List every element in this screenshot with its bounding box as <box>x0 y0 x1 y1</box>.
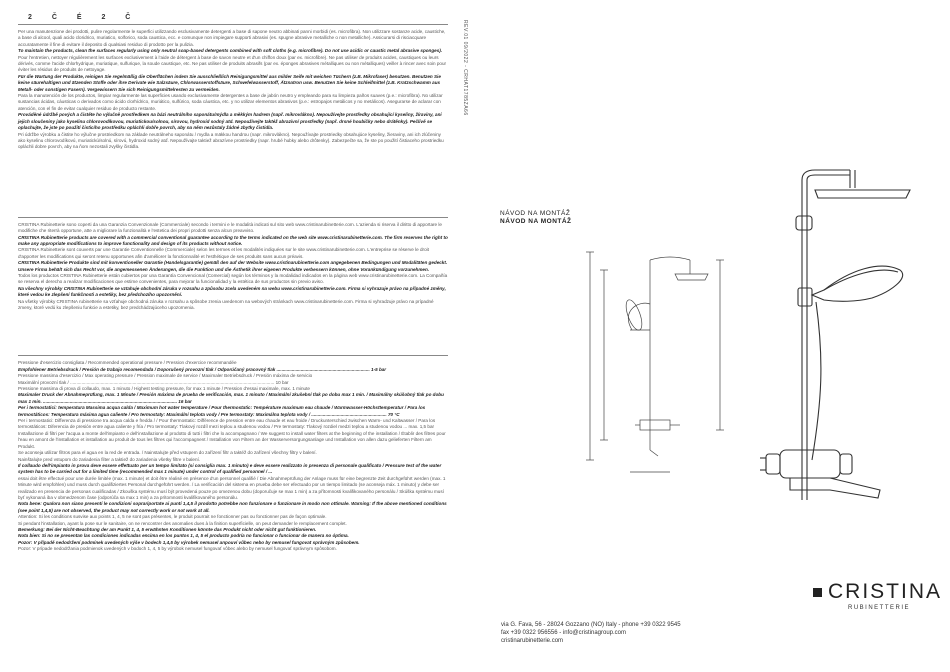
paragraph: Na všetky výrobky CRISTINA rubinetterie sa vzťahuje obchodná záruka v rozsahu a spôsobe zrenia uvedenom na webových stránkach www.cristinarubinetterie.com. Firma si vyhradzuje právo na prípadné zmeny, ktoré vedú ku zlepšeniu funkcie a estetiky, bez predchádzajúceho upozornenia. <box>18 298 434 310</box>
paragraph: Pour l'entretien, nettoyer régulièrement les surfaces exclusivement à l'aide de détergent à base de savon neutre et d'un chiffon doux (par ex. microfibre). Ne pas utiliser de produits acides, caustiques ou leurs dérivés, comme l'acide chlorhydrique, muriatique, sulfurique, la soude caustique, etc. Ne pas utiliser de produits abrasifs (par ex. éponges abrasives métalliques ou non métalliques) veiller à rincer avec soin pour éviter les résidus de produits de nettoyage. <box>18 54 447 73</box>
revision-code <box>460 20 468 220</box>
paragraph: Maximální provozní tlak / ................................................................................................................................................................ 10 bar <box>18 379 289 385</box>
paragraph: Bemerkung: Bei der Nicht-Beachtung der am Punkt 1, 4, 5 erwähnten Konditionen könnte das Produkt nicht oder nicht gut funktionieren. <box>18 526 317 532</box>
revision-code-text: REV.01 09/2022 - CRHAT1785ZA66 <box>462 20 468 116</box>
paragraph: CRISTINA Rubinetterie sont couverts par une Garantie Conventionnelle (Commerciale) selon les termes et les modalités indiquées sur le site www.cristinarubinetterie.com. L'entreprise se réserve le droit d'apporter les modifications qui seront retenu opportunes afin d'améliorer la fonctionnalité et l'esthétique de ses produits sans aucun préavis. <box>18 247 429 259</box>
paragraph: Pressione d'esercizio consigliata / Recommended operational pressure / Pression d'exercice recommandée <box>18 360 237 366</box>
paragraph: Nota bene: Qualora non siano presenti le condizioni soprariportate ai punti 1,4,5 il prodotto potrebbe non funzionare o funzionare in modo non ottimale. Warning: If the above mentioned conditions (see point 1,4,5) are not observed, the product may not correctly work or not work at all. <box>18 501 447 513</box>
paragraph: Attention: Si les conditions susvise aux points 1, 4, 5 ne sont pas présentes, le produit pourrait ne fonctionner pas ou fonctionner pas de façon optimale. <box>18 514 327 520</box>
divider <box>18 355 448 356</box>
pressure-specs-section <box>18 360 448 552</box>
paragraph: Pri údržbe výrobku a čistite ho výlučne prostriedkom na základe neutrálneho saponátu / mydla a mäkkou handrou (napr. mikrovlákno). Nepoužívajte prostriedky obsahujúce kyseliny, žieraviny, ani ich zlúčeniny ako kyselinu chlorovodíkovú, muriatickú/solnú, sírovú, hydroxid sodný atď. Nepoužívajte taktiež abrazívne prostriedky (napr. hrubé hubky alebo drôtenky). Zabezpečte sa, že ste po použití čistiaceho prostriedku opláchli dobre povrch, aby na ňom nezostali zvyšky čistidla. <box>18 131 444 150</box>
paragraph: Nainštalujte pred vstupom do zariadenia filter a taktiež do zariadenia všetky filtre v balení. <box>18 456 201 462</box>
paragraph: Para la manutención de los productos, limpiar regularmente las superficies usando exclusivamente detergentes a base de jabón neutro y empleando para su limpieza paños suaves (p.e.: microfibra). No utilizar sustancias ácidas, cáusticas o derivados como ácido clorhídrico, muriático, sulfúrico, soda cáustica, etc. y no utilizar elementos abrasivos (p.e.: estropajos metálicos y no metálicos). Asegurarse de aclarar con atención, con el fin de evitar cualquier residuo de producto restante. <box>18 93 443 111</box>
paragraph: Nota bien: Si no se presentan las condiciones indicadas encima en los puntos 1, 4, 5 el producto podría no funcionar o funcionar de manera no óptima. <box>18 533 349 539</box>
right-column <box>490 0 950 672</box>
paragraph: Per una manutenzione dei prodotti, pulire regolarmente le superfici utilizzando esclusivamente detergenti a base di sapone neutro abbinati panni morbidi (es. microfibra). Non utilizzare sostanze acide, caustiche, a base di alcool, quali acido cloridrico, muriatico, solforico, soda caustica, ecc. e comunque non impiegare supporti abrasivi (es. spugne abrasive metalliche o non metalliche). Assicurarsi di risciacquare accuratamente il fine di evitare il deposito di qualsiasi residuo di prodotto per la pulizia. <box>18 29 446 47</box>
paragraph: Per i termostatici: temperatura Massima acqua calda / Maximum hot water temperature / Pour thermostatic: Température maximum eau chaude / Warmwasser-Höchsttemperatur / Para los termostáticos: Temperatura máxima agua caliente / Pro termostaty: Maximální teplota vody / Pre termostaty: Maximálna teplota vody / ........................................................... 70 °C <box>18 405 426 417</box>
contact-line: fax +39 0322 956556 - info@cristinagroup.com <box>501 630 627 636</box>
paragraph: Installazione di filtri per l'acqua a monte dell'impianto e dell'installazione al prodotto di tutti i filtri che lo accompagnano / We suggest to install water filters at the beginning of the installation / Établir des filtres pour l'eau en amont de l'installation et installation au produit de tous les filtres qui l'accompagnent / Installation von Filtern an der Wasserversorgungsanlage und Installation von allen dazu gelieferten Filtern am Produkt. <box>18 430 446 449</box>
paragraph: CRISTINA Rubinetterie products are covered with a commercial conventional guarantee according to the terms indicated on the web site www.cristinarubinetterie.com. The firm reserves the right to make any appropriate modifications to improve functionality and design of its products without notice. <box>18 234 448 246</box>
paragraph: To maintain the products, clean the surfaces regularly using only neutral soap-based detergents combined with soft cloths (e.g. microfibre). Do not use acidic or caustic metal abrasive sponges). <box>18 48 443 54</box>
paragraph: Todos los productos CRISTINA Rubinetterie están cubiertos por una Garantía Convencional (Comercial) según los términos y la modalidad indicados en la página web www.cristinarubinetterie.com. La Compañía se reserva el derecho a realizar modificaciones que estime convenientes, para mejorar la funcionalidad y la estética de sus productos sin previo aviso. <box>18 272 448 285</box>
shower-column-dimension-drawing <box>570 240 790 480</box>
paragraph: Il collaudo dell'impianto in prova deve essere effettuato per un tempo limitato (si consiglia max. 1 minuto) e deve essere realizzato in presenza di personale qualificato / Pressure test of the water system has to be carried out for a limited time (recommended max 1 minute) under control of qualified personnel / ... <box>18 462 442 475</box>
installation-title-bold: NÁVOD NA MONTÁŽ <box>500 218 572 225</box>
divider <box>18 217 448 218</box>
paragraph: Na všechny výrobky CRISTINA Rubinetterie se vztahuje obchodní záruka v rozsahu a způsobu zcela uvedeném na webu www.cristinarubinetterie.com. Firma si vyhrazuje právo na případné změny, které vedou ke zlepšení funkčnosti a estetiky, bez předchozího upozornění. <box>18 285 446 298</box>
maintenance-section <box>18 29 448 151</box>
logo-subtitle: RUBINETTERIE <box>848 605 911 611</box>
website-line: cristinarubinetterie.com <box>501 638 564 644</box>
company-address <box>501 621 681 645</box>
guarantee-section <box>18 222 448 312</box>
paragraph: essai doit être effectué pour une durée limitée (max. 1 minute) et doit être réalisé en présence d'un personnel qualifié / Die Abnahmeprüfung der Anlage muss für eine begrenzte Zeit durchgeführt werden (max. 1 Minute wird empfohlen) und muss durch qualifiziertes Personal durchgeführt werden. / La verificación del sistema en prueba debe ser efectuado por un tiempo limitado (se aconseja máx. 1 minuto) y debe ser realizado en presencia de personas cualificadas / Zkouška systému musí být provedená pouze po omezenou dobu (doporučuje se max 1 min) a za přítomnosti kvalifikovaného personálu / Skúška systému musí byť vykonaná iba v obmedzenom čase (odporúča sa max 1 min) a za prítomnosti kvalifikovaného personálu. <box>18 475 446 500</box>
paragraph: Pozor: V prípade nedodržania podmienok uvedených v bodoch 1, 4, 5 by výrobok nemusel fungovať vôbec alebo by nemusel fungovať správnym spôsobom. <box>18 546 337 552</box>
paragraph: Pressione massima d'esercizio / Max operating pressure / Pression maximale de service / Maximaler Betriebsdruck / Presión máxima de servicio <box>18 373 313 379</box>
paragraph: Empfohlener Betriebsdruck / Presión de trabajo recomendada / Doporučený provozní tlak / Odporúčaný pracovný tlak ......................................................................... 1-5 bar <box>18 366 387 372</box>
paragraph: Maximaler Druck der Abnahmeprüfung, max. 1 Minute / Presión máxima de prueba de verificación, max. 1 minuto / Maximální zkušební tlak po dobu max 1 min. / Maximálny skúšobný tlak po dobu max 1 min. ......................................................................................................... 16 bar <box>18 392 444 404</box>
paragraph: Si pendant l'installation, ayant la pose sur le sanitaire, on ne rencontrer des anomalies dues à la finition superficielle, on peut demander le remplacement complet. <box>18 520 347 526</box>
shower-column-drawing <box>760 160 950 560</box>
logo-wordmark: CRISTINA <box>828 580 943 603</box>
paragraph: CRISTINA Rubinetterie sono coperti da una Garanzia Convenzionale (Commerciale) secondo i termini e le modalità indicati sul sito web www.cristinarubinetterie.com. L'azienda si riserva il diritto di apportare le modifiche che riterrà opportune, atte a migliorare la funzionalità e l'estetica dei propri prodotti senza alcun preavviso. <box>18 221 442 234</box>
address-line: via G. Fava, 56 - 28024 Gozzano (NO) Italy - phone +39 0322 9545 <box>501 622 681 628</box>
paragraph: Für die Wartung der Produkte, reinigen Sie regelmäßig die Oberflächen indem Sie ausschließlich Reinigungsmittel aus milder Seife mit weichen Tüchern (z.B. Mikrofaser) benutzen. Benutzen Sie keine säurehaltigen und ätzenden Stoffe oder ihre Derivate wie Salzsäure, Chlorwasserstoffsäure, Schwefelwasserstoff, Ätznatron usw. Benutzen Sie keine Schleifmittel (z.B. Kratzschwamm aus Metall- oder sonstigen Fasern). Vergewissern Sie sich Reinigungsmittelresten zu vermeiden. <box>18 73 441 92</box>
logo-square-icon <box>813 588 822 597</box>
paragraph: Per i termostatici: Differenza di pressione tra acqua calda e fredda / / Pour thermostatic: Différence de pression entre eau chaude et eau froide / Druckunterschied zwischen Warm- und Kaltwasser / Para los termostáticos: Diferencia de presión entre agua caliente y fría / Pro termostaty: Tlakový rozdíl mezi teplou a studenou vodou / Pre termostaty: Tlakový rozdiel medzi teplou a studenou vodou ... max. 1,5 bar <box>18 418 436 430</box>
paragraph: Prováděné údržbě pových a čistěte ho výlučně prostředkem na bázi neutrálního saponátu/mýdla a měkkým hadrem (např. mikrovlákno). Nepoužívejte prostředky obsahující kyseliny, žíraviny, ani jejich sloučeniny jako kyselinu chlorovodíkovou, muriatickou/solnou, sírovou, hydroxid sodný atd. Nepoužívejte taktéž abrazivní prostředky (např. drsné houbičky nebo drátěnky). Pečlivě se oplachujte, že jste po použití čisticího prostředku opláchli dobře povrch, aby na něm nezůstaly žádné zbytky čistidla. <box>18 112 442 131</box>
installation-title: NÁVOD NA MONTÁŽ <box>500 210 571 217</box>
divider <box>18 24 448 25</box>
left-column <box>18 14 448 553</box>
paragraph: Pressione massima di prova di collaudo, max. 1 minuto / Highest testing pressure, for max 1 minute / Pression d'essai maximale, max. 1 minute <box>18 386 310 392</box>
section-header-chars: 2 Č É 2 Č <box>28 14 140 21</box>
paragraph: Pozor: V případě nedodržení podmínek uvedených výše v bodech 1,4,5 by výrobek nemusel anpouví vůbec nebo by nemusel fungovat správným způsobem. <box>18 539 360 545</box>
paragraph: Se aconseja utilizar filtros para el agua en la red de entrada. / Nainstalujte před vstupem do zařízení filtr a taktéž do zařízení všechny filtry v balení. <box>18 450 317 456</box>
paragraph: CRISTINA Rubinetterie Produkte sind mit konventioneller Garantie (Handelsgarantie) gemäß den auf der Website www.cristinarubinetterie.com angegebenen Bedingungen und Modalitäten gedeckt. Unsere Firma behält sich das Recht vor, die angemessenen Änderungen, die die Funktion und die Ästhetik ihrer eigenen Produkte verbessern können, ohne Vorankündigung vorzunehmen. <box>18 260 448 272</box>
